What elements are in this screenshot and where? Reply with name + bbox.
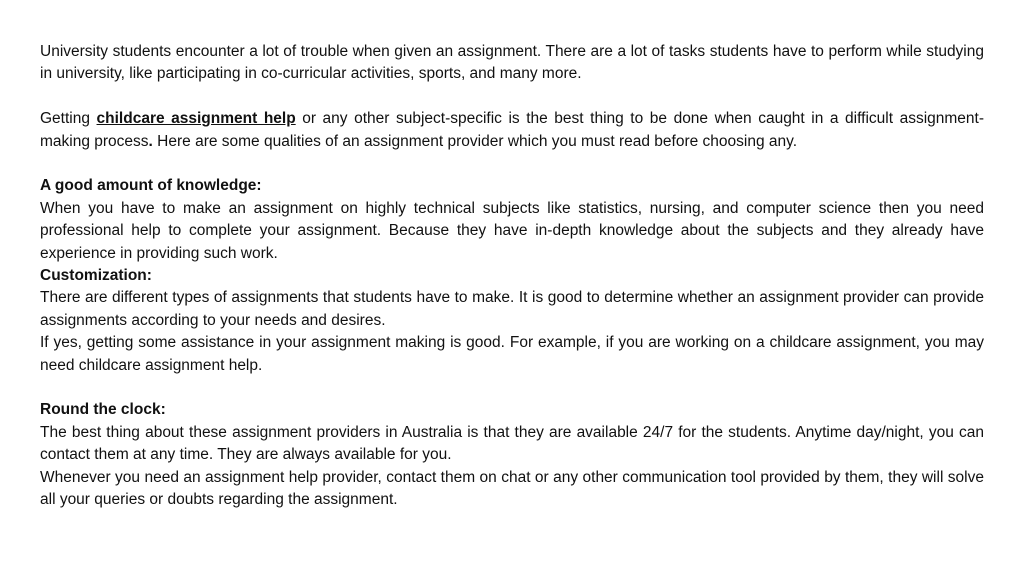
getting-text-period: .	[148, 132, 153, 150]
round-the-clock-paragraph-2: Whenever you need an assignment help provider, contact them on chat or any other communication tool provided by them, they will solve all your queries or doubts regarding the assignment.	[40, 468, 984, 509]
intro-paragraph: University students encounter a lot of trouble when given an assignment. There are a lot of tasks students have to perform while studying in university, like participating in co-curricular activities, sports, and many more.	[40, 43, 984, 83]
knowledge-heading: A good amount of knowledge:	[40, 177, 262, 195]
customization-paragraph-1: There are different types of assignments that students have to make. It is good to determine whether an assignment provider can provide assignments according to your needs and desires.	[40, 289, 984, 329]
round-the-clock-paragraph-1: The best thing about these assignment providers in Australia is that they are available 24/7 for the students. Anytime day/night, you can contact them at any time. They are always available for you.	[40, 423, 984, 464]
customization-heading: Customization:	[40, 267, 152, 285]
paragraph-spacer	[40, 377, 984, 399]
childcare-assignment-help-link[interactable]: childcare assignment help	[96, 110, 296, 128]
customization-paragraph-2: If yes, getting some assistance in your assignment making is good. For example, if you are working on a childcare assignment, you may need childcare assignment help.	[40, 334, 984, 374]
knowledge-paragraph: When you have to make an assignment on highly technical subjects like statistics, nursing, and computer science then you need professional help to complete your assignment. Because they have in-depth knowledge about the subjects and they already have experience in providing such work.	[40, 199, 984, 262]
paragraph-spacer	[40, 153, 984, 175]
round-the-clock-heading: Round the clock:	[40, 401, 166, 419]
paragraph-spacer	[40, 86, 984, 108]
getting-help-paragraph	[40, 108, 984, 153]
getting-text-middle: or any other subject-specific is the best thing to be done when caught in a difficult assignment-making process	[40, 110, 984, 150]
getting-text-start: Getting	[40, 110, 97, 128]
getting-text-end: Here are some qualities of an assignment provider which you must read before choosing any.	[152, 132, 798, 150]
